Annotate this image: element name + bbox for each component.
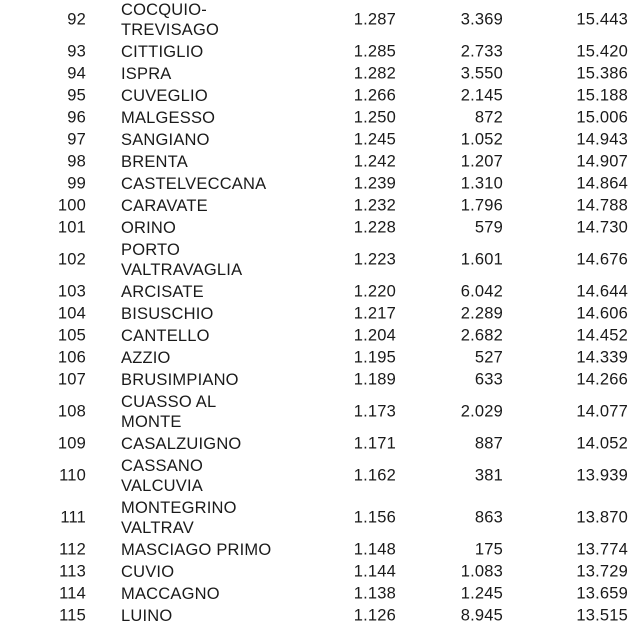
value-1-cell: 1.287 <box>353 10 396 29</box>
table-row <box>0 303 640 325</box>
municipality-name-cell <box>121 456 203 496</box>
table-row <box>0 561 640 583</box>
municipality-name-line: PORTO <box>121 241 181 259</box>
value-3-cell: 15.386 <box>576 64 628 83</box>
value-3-cell: 14.676 <box>576 250 628 269</box>
rank-cell: 98 <box>67 152 86 171</box>
value-3-cell: 14.788 <box>576 196 628 215</box>
rank-cell: 102 <box>57 250 86 269</box>
municipality-name-line: CASALZUIGNO <box>121 435 242 453</box>
municipality-name-line: CUASSO AL <box>121 393 217 411</box>
municipality-name-cell <box>121 152 188 172</box>
rank-cell: 97 <box>67 130 86 149</box>
municipality-name-cell <box>121 584 220 604</box>
value-2-cell: 3.369 <box>460 10 503 29</box>
table-row <box>0 63 640 85</box>
rank-cell: 111 <box>60 508 86 527</box>
table-row <box>0 497 640 539</box>
value-2-cell: 1.245 <box>460 584 503 603</box>
municipality-name-line: CUVIO <box>121 563 175 581</box>
value-3-cell: 13.515 <box>576 606 628 625</box>
value-3-cell: 14.452 <box>576 326 628 345</box>
value-3-cell: 14.730 <box>576 218 628 237</box>
value-3-cell: 13.659 <box>576 584 628 603</box>
value-2-cell: 2.029 <box>460 402 503 421</box>
table-row <box>0 85 640 107</box>
municipality-name-line: MACCAGNO <box>121 585 220 603</box>
municipality-name-cell <box>121 64 172 84</box>
municipality-name-line: CASTELVECCANA <box>121 175 267 193</box>
value-2-cell: 887 <box>474 434 503 453</box>
municipality-name-cell <box>121 0 219 40</box>
municipality-name-line: MASCIAGO PRIMO <box>121 541 272 559</box>
rank-cell: 110 <box>59 466 86 485</box>
value-1-cell: 1.173 <box>353 402 396 421</box>
value-3-cell: 13.774 <box>576 540 628 559</box>
value-2-cell: 175 <box>474 540 503 559</box>
municipality-name-line: CUVEGLIO <box>121 87 208 105</box>
municipality-name-cell <box>121 392 216 432</box>
municipality-name-cell <box>121 348 171 368</box>
municipality-name-cell <box>121 498 237 538</box>
municipality-name-cell <box>121 540 271 560</box>
municipality-name-cell <box>121 86 208 106</box>
table-row <box>0 347 640 369</box>
municipality-name-line: CANTELLO <box>121 327 210 345</box>
rank-cell: 105 <box>57 326 86 345</box>
value-3-cell: 13.729 <box>576 562 628 581</box>
value-3-cell: 14.266 <box>576 370 628 389</box>
municipality-name-cell <box>121 130 210 150</box>
municipality-name-cell <box>121 196 208 216</box>
value-1-cell: 1.223 <box>353 250 396 269</box>
rank-cell: 114 <box>59 584 86 603</box>
value-1-cell: 1.232 <box>353 196 396 215</box>
municipality-name-cell <box>121 42 203 62</box>
table-row <box>0 391 640 433</box>
table-row <box>0 107 640 129</box>
value-2-cell: 6.042 <box>460 282 503 301</box>
value-1-cell: 1.156 <box>353 508 396 527</box>
value-3-cell: 15.443 <box>576 10 628 29</box>
rank-cell: 94 <box>67 64 86 83</box>
value-1-cell: 1.195 <box>353 348 396 367</box>
value-2-cell: 2.682 <box>460 326 503 345</box>
value-1-cell: 1.239 <box>353 174 396 193</box>
municipality-name-line: AZZIO <box>121 349 171 367</box>
rank-cell: 93 <box>67 42 86 61</box>
value-1-cell: 1.250 <box>353 108 396 127</box>
table-row <box>0 325 640 347</box>
table-row <box>0 455 640 497</box>
municipality-name-cell <box>121 370 239 390</box>
table-row <box>0 605 640 627</box>
value-3-cell: 14.644 <box>576 282 628 301</box>
rank-cell: 101 <box>57 218 86 237</box>
value-2-cell: 8.945 <box>460 606 503 625</box>
value-3-cell: 15.420 <box>576 42 628 61</box>
table-row <box>0 129 640 151</box>
table-row <box>0 41 640 63</box>
value-2-cell: 1.796 <box>460 196 503 215</box>
municipality-name-line: ORINO <box>121 219 177 237</box>
value-1-cell: 1.144 <box>353 562 396 581</box>
municipality-name-line: COCQUIO- <box>121 1 207 19</box>
value-1-cell: 1.266 <box>353 86 396 105</box>
municipality-name-line: VALCUVIA <box>121 477 203 495</box>
municipality-name-cell <box>121 562 174 582</box>
table-row <box>0 539 640 561</box>
municipality-name-cell <box>121 434 241 454</box>
value-3-cell: 13.870 <box>576 508 628 527</box>
value-1-cell: 1.245 <box>353 130 396 149</box>
municipality-name-line: TREVISAGO <box>121 21 220 39</box>
rank-cell: 112 <box>59 540 86 559</box>
value-2-cell: 1.052 <box>460 130 503 149</box>
value-2-cell: 381 <box>474 466 503 485</box>
municipality-name-line: VALTRAV <box>121 519 194 537</box>
municipality-name-line: LUINO <box>121 607 173 625</box>
rank-cell: 108 <box>57 402 86 421</box>
value-3-cell: 14.907 <box>576 152 628 171</box>
rank-cell: 95 <box>67 86 86 105</box>
value-1-cell: 1.242 <box>353 152 396 171</box>
value-3-cell: 14.606 <box>576 304 628 323</box>
value-2-cell: 1.310 <box>460 174 503 193</box>
table-row <box>0 583 640 605</box>
value-1-cell: 1.126 <box>353 606 396 625</box>
rank-cell: 99 <box>67 174 86 193</box>
table-row <box>0 217 640 239</box>
table-row <box>0 195 640 217</box>
municipality-name-cell <box>121 218 176 238</box>
value-1-cell: 1.217 <box>353 304 396 323</box>
value-2-cell: 527 <box>474 348 503 367</box>
value-3-cell: 14.339 <box>576 348 628 367</box>
value-3-cell: 13.939 <box>576 466 628 485</box>
value-3-cell: 14.077 <box>576 402 628 421</box>
municipality-name-line: CITTIGLIO <box>121 43 204 61</box>
table-row <box>0 433 640 455</box>
municipality-name-line: BRENTA <box>121 153 188 171</box>
value-2-cell: 633 <box>474 370 503 389</box>
municipality-name-line: BRUSIMPIANO <box>121 371 239 389</box>
municipality-name-cell <box>121 282 204 302</box>
value-2-cell: 1.601 <box>460 250 503 269</box>
value-2-cell: 863 <box>474 508 503 527</box>
value-1-cell: 1.220 <box>353 282 396 301</box>
municipality-name-cell <box>121 606 172 626</box>
table-row <box>0 151 640 173</box>
municipality-name-line: CASSANO <box>121 457 204 475</box>
municipality-name-line: MONTEGRINO <box>121 499 237 517</box>
municipality-name-line: CARAVATE <box>121 197 208 215</box>
municipality-name-cell <box>121 304 214 324</box>
value-2-cell: 579 <box>474 218 503 237</box>
rank-cell: 96 <box>67 108 86 127</box>
rank-cell: 107 <box>57 370 86 389</box>
value-3-cell: 14.052 <box>576 434 628 453</box>
value-3-cell: 15.188 <box>576 86 628 105</box>
value-1-cell: 1.189 <box>353 370 396 389</box>
rank-cell: 115 <box>59 606 86 625</box>
rank-cell: 109 <box>57 434 86 453</box>
table-row <box>0 173 640 195</box>
municipality-name-cell <box>121 174 266 194</box>
value-1-cell: 1.228 <box>353 218 396 237</box>
table-row <box>0 0 640 41</box>
value-2-cell: 2.289 <box>460 304 503 323</box>
value-1-cell: 1.204 <box>353 326 396 345</box>
value-1-cell: 1.138 <box>353 584 396 603</box>
municipality-name-line: ARCISATE <box>121 283 204 301</box>
municipality-name-line: SANGIANO <box>121 131 210 149</box>
value-1-cell: 1.285 <box>353 42 396 61</box>
rank-cell: 113 <box>59 562 86 581</box>
value-2-cell: 2.145 <box>460 86 503 105</box>
municipality-name-cell <box>121 240 242 280</box>
value-1-cell: 1.148 <box>353 540 396 559</box>
municipality-name-line: VALTRAVAGLIA <box>121 261 243 279</box>
rank-cell: 103 <box>57 282 86 301</box>
rank-cell: 106 <box>57 348 86 367</box>
value-2-cell: 2.733 <box>460 42 503 61</box>
table-row <box>0 239 640 281</box>
value-1-cell: 1.282 <box>353 64 396 83</box>
municipality-name-cell <box>121 108 215 128</box>
rank-cell: 92 <box>67 10 86 29</box>
municipality-name-line: MONTE <box>121 413 182 431</box>
value-1-cell: 1.162 <box>353 466 396 485</box>
table-row <box>0 369 640 391</box>
value-3-cell: 15.006 <box>576 108 628 127</box>
value-3-cell: 14.864 <box>576 174 628 193</box>
value-2-cell: 1.083 <box>460 562 503 581</box>
rank-cell: 104 <box>57 304 86 323</box>
municipality-name-line: MALGESSO <box>121 109 216 127</box>
municipality-name-cell <box>121 326 210 346</box>
value-3-cell: 14.943 <box>576 130 628 149</box>
value-1-cell: 1.171 <box>353 434 396 453</box>
municipality-name-line: ISPRA <box>121 65 172 83</box>
rank-cell: 100 <box>57 196 86 215</box>
value-2-cell: 3.550 <box>460 64 503 83</box>
municipality-name-line: BISUSCHIO <box>121 305 214 323</box>
value-2-cell: 872 <box>474 108 503 127</box>
table-row <box>0 281 640 303</box>
value-2-cell: 1.207 <box>460 152 503 171</box>
